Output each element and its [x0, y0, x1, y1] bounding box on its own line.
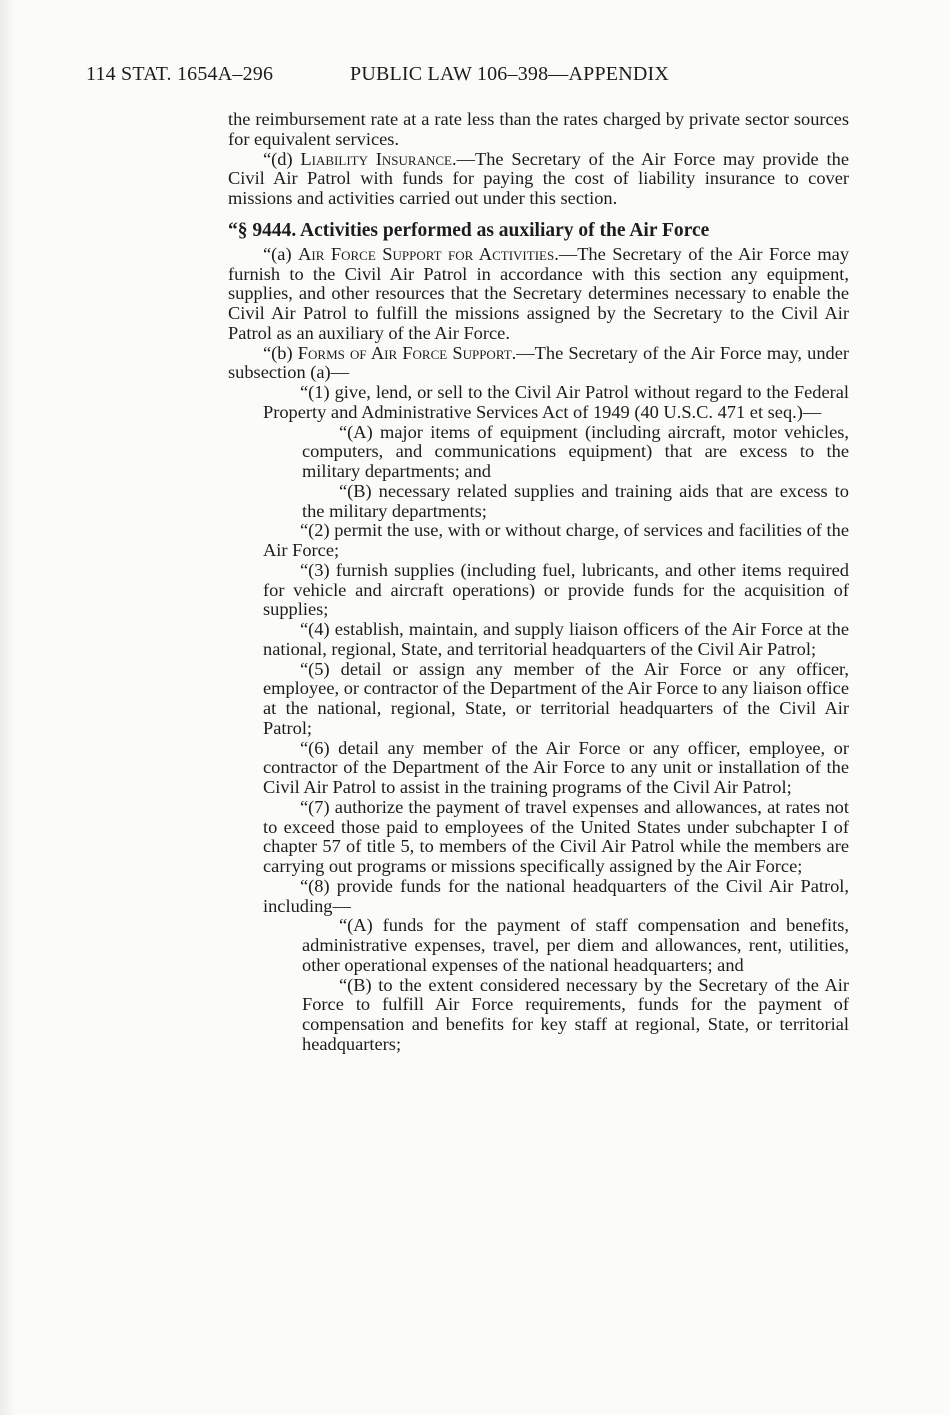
body-text: [228, 110, 849, 1055]
subsection-b-open: “(b): [263, 342, 298, 363]
subsection-d-heading: Liability Insurance: [300, 148, 452, 169]
page-edge-shadow: [0, 0, 16, 1415]
subsection-a-text: .—The Secretary of the Air Force may furnish to the Civil Air Patrol in accordance with this section any equipment, supplies, and other resources that the Secretary determines necessary to enable the Civil Air Patrol to fulfill the missions assigned by the Secretary to the Civil Air Patrol as an auxiliary of the Air Force.: [228, 243, 850, 343]
continued-paragraph: the reimbursement rate at a rate less than the rates charged by private sector sources for equivalent services.: [228, 109, 849, 149]
subsection-b: [228, 344, 849, 384]
running-head: [86, 62, 866, 86]
subsection-b-text: .—The Secretary of the Air Force may, under subsection (a)—: [228, 342, 849, 383]
paragraph-3: “(3) furnish supplies (including fuel, lubricants, and other items required for vehicle and aircraft operations) or provide funds for the acquisition of supplies;: [263, 559, 849, 620]
section-heading: “§ 9444. Activities performed as auxiliary of the Air Force: [228, 219, 710, 241]
subsection-b-heading: Forms of Air Force Support: [297, 342, 512, 363]
paragraph-1: “(1) give, lend, or sell to the Civil Air Patrol without regard to the Federal Property and Administrative Services Act of 1949 (40 U.S.C. 471 et seq.)—: [263, 382, 849, 422]
paragraph-2: “(2) permit the use, with or without charge, of services and facilities of the Air Force;: [263, 520, 849, 560]
paragraph-1-b: “(B) necessary related supplies and training aids that are excess to the military departments;: [302, 480, 849, 521]
subsection-d-open: “(d): [263, 148, 301, 169]
running-title: PUBLIC LAW 106–398—APPENDIX: [350, 63, 669, 85]
subsection-a-open: “(a): [263, 243, 299, 264]
statute-citation: 114 STAT. 1654A–296: [86, 63, 274, 85]
subsection-a: [228, 245, 849, 344]
paragraph-6: “(6) detail any member of the Air Force or any officer, employee, or contractor of the Department of the Air Force to any unit or installation of the Civil Air Patrol to assist in the training programs of the Civil Air Patrol;: [263, 737, 849, 797]
paragraph-1-a: “(A) major items of equipment (including aircraft, motor vehicles, computers, and communications equipment) that are excess to the military departments; and: [302, 421, 849, 481]
paragraph-8-b: “(B) to the extent considered necessary by the Secretary of the Air Force to fulfill Air Force requirements, funds for the payment of compensation and benefits for key staff at regional, State, or territorial headquarters;: [302, 974, 849, 1054]
paragraph-7: “(7) authorize the payment of travel expenses and allowances, at rates not to exceed those paid to employees of the United States under subchapter I of chapter 57 of title 5, to members of the Civil Air Patrol while the members are carrying out programs or missions specifically assigned by the Air Force;: [263, 796, 849, 876]
subsection-d-text: .—The Secretary of the Air Force may provide the Civil Air Patrol with funds for paying the cost of liability insurance to cover missions and activities carried out under this section.: [228, 148, 849, 208]
paragraph-8-a: “(A) funds for the payment of staff compensation and benefits, administrative expenses, travel, per diem and allowances, rent, utilities, other operational expenses of the national headquarters; and: [302, 915, 849, 975]
subsection-d: [228, 150, 849, 209]
paragraph-8: “(8) provide funds for the national headquarters of the Civil Air Patrol, including—: [263, 875, 849, 916]
paragraph-5: “(5) detail or assign any member of the Air Force or any officer, employee, or contractor of the Department of the Air Force to any liaison office at the national, regional, State, or territorial headquarters of the Civil Air Patrol;: [263, 658, 849, 738]
paragraph-4: “(4) establish, maintain, and supply liaison officers of the Air Force at the national, regional, State, and territorial headquarters of the Civil Air Patrol;: [263, 619, 849, 659]
subsection-a-heading: Air Force Support for Activities: [298, 243, 555, 264]
